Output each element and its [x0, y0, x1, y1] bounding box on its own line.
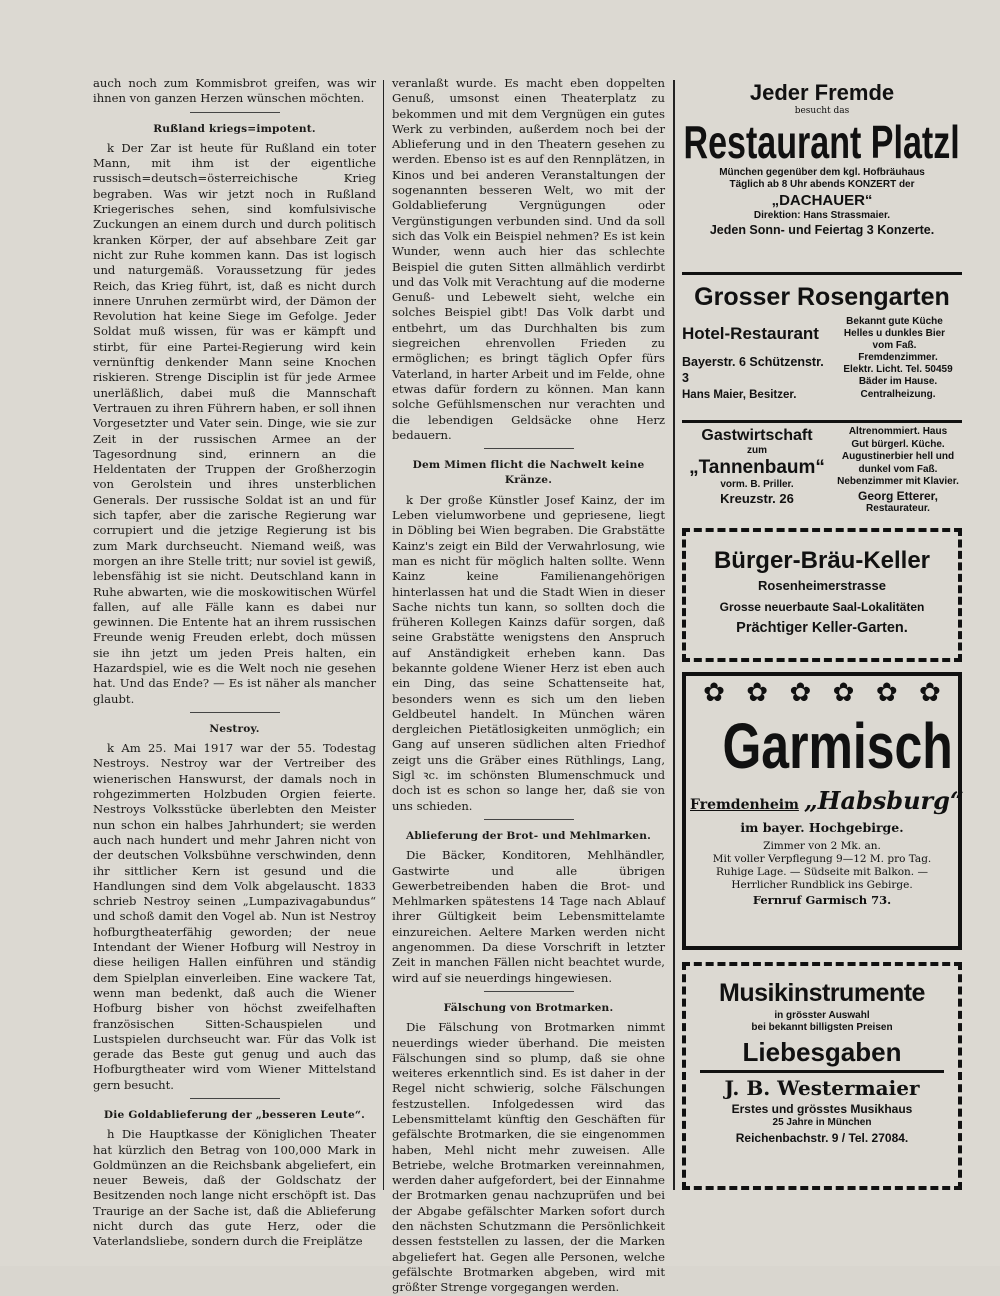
column-divider [383, 80, 384, 1190]
ad-text: Erstes und grösstes Musikhaus [731, 1102, 913, 1116]
ad-text: Bekannt gute Küche [846, 316, 943, 327]
ad-title: Bürger-Bräu-Keller [713, 547, 931, 574]
divider [484, 448, 574, 449]
ad-grosser-rosengarten [682, 282, 962, 420]
article-heading: Dem Mimen flicht die Nachwelt keine Kränze. [412, 459, 645, 487]
article-continuation: veranlaßt wurde. Es macht eben doppelten Genuß, umsonst einen Theaterplatz zu bekommen und mit dem Vergnügen ein gutes Werk zu verbinden, außerdem noch bei der Ablieferung und in den Theatern gesehen zu werden. Ebenso ist es auf den Rennplätzen, in Kinos und bei anderen Veranstaltungen der sogenannten besseren Welt, wo mit der Goldablieferung Vergnügungen oder Vergünstigungen verbunden sind. Und da soll sich das Volk ein Beispiel nehmen? Es ist kein Wunder, wenn auch hier das schlechte Beispiel die guten Sitten allmählich verdirbt und das Volk mit Verachtung auf die moderne Genuß- und Lebewelt sieht, welche ein solches Beispiel gibt! Das Volk darbt und entbehrt, um das Durchhalten bis zum siegreichen ehrenvollen Frieden zu ermöglichen; es bringt täglich Opfer fürs Vaterland, in harter Arbeit und im Felde, ohne etwas dafür fordern zu können. Man kann solche Gefühlsmenschen nur verachten und die lebendigen Geldsäcke ohne Herz bedauern. [392, 76, 665, 442]
ad-text: Rosenheimerstrasse [758, 578, 886, 593]
ad-address: Kreuzstr. 26 [720, 491, 794, 506]
article-body: h Die Hauptkasse der Königlichen Theater hat kürzlich den Betrag von 100,000 Mark in Goldmünzen an die Reichsbank abgeliefert, ein neuer Beweis, daß der Goldschatz der Besitzenden noch lange nicht erschöpft ist. Das Traurige an der Sache ist, daß die Ablieferung nicht durch das gute Herz, oder die Vaterlandsliebe, sondern durch die Freiplätze [93, 1127, 376, 1249]
text-column-left [93, 76, 376, 1250]
ad-text: 25 Jahre in München [772, 1117, 872, 1128]
article-continuation: auch noch zum Kommisbrot greifen, was wir ihnen von ganzen Herzen wünschen möchten. [93, 76, 376, 106]
article-heading: Die Goldablieferung der „besseren Leute“. [103, 1109, 366, 1121]
ad-text: Grosse neuerbaute Saal-Lokalitäten [719, 600, 925, 614]
column-divider [673, 80, 675, 1190]
text-column-middle [392, 76, 665, 1296]
edelweiss-icon: ✿ [703, 678, 725, 708]
divider [190, 112, 280, 113]
ad-text: vorm. B. Priller. [720, 479, 794, 490]
ad-text: zum [747, 445, 767, 456]
ad-text: Bäder im Hause. [858, 376, 938, 387]
ad-separator [682, 272, 962, 275]
edelweiss-icon: ✿ [832, 678, 855, 708]
ad-text: Täglich ab 8 Uhr abends KONZERT der [729, 179, 915, 190]
divider [190, 1098, 280, 1099]
ad-text: vom Faß. [872, 340, 917, 351]
ad-westermaier [682, 962, 962, 1190]
divider [190, 712, 280, 713]
ad-text: Georg Etterer, [857, 488, 939, 503]
ad-subtitle: Hotel-Restaurant [682, 324, 819, 343]
ad-firm: J. B. Westermaier [724, 1076, 920, 1100]
ad-text: Zimmer von 2 Mk. an. [763, 840, 881, 852]
article-heading: Rußland kriegs=impotent. [153, 122, 316, 135]
ornament-row [690, 678, 954, 708]
ad-text: Nebenzimmer mit Klavier. [837, 476, 959, 487]
ad-address: Bayerstr. 6 Schützenstr. 3 [682, 355, 824, 385]
ad-text: Restaurateur. [866, 502, 930, 514]
ad-text: im bayer. Hochgebirge. [740, 820, 904, 835]
edelweiss-icon: ✿ [789, 678, 812, 708]
ad-title: Restaurant Platzl [683, 116, 961, 168]
article-body: Die Bäcker, Konditoren, Mehlhändler, Gastwirte und alle übrigen Gewerbetreibenden haben die Brot- und Mehlmarken spätestens 14 Tage nach Ablauf ihrer Gültigkeit beim Lebensmittelamte einzureichen. Aeltere Marken werden nicht angenommen. Da diese Vorschrift in letzter Zeit in manchen Fällen nicht beachtet wurde, wird auf sie neuerdings hingewiesen. [392, 848, 665, 985]
ad-text: Fernruf Garmisch 73. [752, 893, 892, 907]
ad-text: Fremdenheim [690, 797, 799, 813]
ad-band-name: „DACHAUER“ [771, 192, 873, 209]
ad-text: Elektr. Licht. Tel. 50459 [843, 364, 953, 375]
ad-text: Direktion: Hans Strassmaier. [753, 210, 891, 221]
ad-subtitle: „Habsburg“ [803, 786, 964, 815]
ad-garmisch [682, 672, 962, 950]
ad-text: Herrlicher Rundblick ins Gebirge. [731, 879, 913, 891]
ad-title: Grosser Rosengarten [694, 283, 950, 311]
ad-text: besucht das [794, 106, 850, 116]
ad-text: Ruhige Lage. — Südseite mit Balkon. — [716, 866, 928, 878]
ad-title: Garmisch [722, 710, 953, 782]
article-body: k Der große Künstler Josef Kainz, der im Leben vielumworbene und gepriesene, liegt in Döbling bei Wien begraben. Die Grabstätte Kainz's zeigt ein Bild der Verwahrlosung, wie man es nicht für möglich halten sollte. Wenn Kainz keine Familienangehörigen hinterlassen hat und die Stadt Wien in dieser Sache nichts tun kann, so sollten doch die früheren Kollegen Kainzs dafür sorgen, daß seine Grabstätte wenigstens den Anspruch auf Anständigkeit erheben kann. Das bekannte goldene Wiener Herz ist eben auch ein Ding, das seine Schattenseite hat, besonders wenn es sich um den lieben Geldbeutel handelt. In München wären dergleichen Pietätlosigkeiten unmöglich; ein Gang auf unseren südlichen alten Friedhof zeigt uns die Gräber eines Rüthlings, Lang, Sigl ꝛc. im schönsten Blumenschmuck und doch ist es schon so lange her, daß sie von uns schieden. [392, 492, 665, 813]
edelweiss-icon: ✿ [746, 678, 769, 708]
ad-text: Augustinerbier hell und [841, 451, 955, 462]
ad-text: Helles u dunkles Bier [843, 328, 946, 339]
ad-buerger-braeu-keller [682, 528, 962, 662]
article-body: k Am 25. Mai 1917 war der 55. Todestag Nestroys. Nestroy war der Vertreiber des wienerischen Hanswurst, der damals noch in rohgezimmerten Holzbuden Orgien feierte. Nestroys Volksstücke überlebten den Meister nun schon ein halbes Jahrhundert; sie werden auch nach hundert und mehr Jahren nicht von der deutschen Volksbühne verschwinden, denn ihr sittlicher Kern ist gesund und die Handlungen sind dem Volk abgelauscht. 1833 schrieb Nestroy seinen „Lumpazivagabundus“ und schoß damit den Vogel ab. Nun ist Nestroy hofburgtheaterfähig geworden; der neue Intendant der Wiener Hofburg will Nestroy in diese heiligen Hallen einführen und ständig dem Spielplan einverleiben. Eine wackere Tat, wenn man bedenkt, daß auch die Wiener Hofburg bisher von höchst zweifelhaften französischen Sitten-Schauspielen und Lustspielen durchseucht war. Für das Volk ist gerade das Beste gut genug und auch das Hofburgtheater wird vom Wiener Mittelstand gern besucht. [93, 741, 376, 1092]
ad-text: Altrenommiert. Haus [848, 426, 948, 437]
ad-owner: Hans Maier, Besitzer. [682, 389, 797, 401]
ad-text: Mit voller Verpflegung 9—12 M. pro Tag. [712, 853, 932, 865]
ad-title: Musikinstrumente [719, 979, 925, 1007]
ad-subtitle: Liebesgaben [742, 1037, 902, 1067]
article-heading: Fälschung von Brotmarken. [443, 1001, 614, 1014]
article-body: k Der Zar ist heute für Rußland ein toter Mann, mit ihm ist der eigentliche russisch=deutsch=österreichische Krieg begraben. Was wir jetzt noch in Rußland Kriegerisches sehen, sind komfulsivische Zuckungen an einem durch und durch politisch kranken Körper, der auf absehbare Zeit gar nicht zur Ruhe kommen kann. Das ist logisch und naturgemäß. Voraussetzung für jedes Reich, das Krieg führt, ist, daß es nicht durch innere Unruhen zermürbt wird, der Dämon der Revolution hat keine Siege im Gefolge. Jeder Soldat muß wissen, für was er kämpft und stirbt, für eine Partei-Regierung wird kein vernünftig denkender Mann seine Knochen riskieren. Strenge Disciplin ist für jede Armee unerläßlich, dabei muß die Mannschaft Vertrauen zu ihren Führern haben, er soll ihnen Vorgesetzter und Vater sein. Dinge, wie sie zur Zeit in der russischen Armee an der Tagesordnung sind, erinnern an die Heldentaten der Truppen der Großherzogin von Gerolstein und ihres unsterblichen Generals. Der russische Soldat ist an und für sich tapfer, aber die zarische Regierung war corrupiert und die jetzige Regierung ist bis zum Mark durchseucht. Niemand weiß, was morgen an ihre Stelle tritt; nur soviel ist gewiß, lebensfähig ist sie nicht. Deutschland kann in Ruhe abwarten, wie die moskowitischen Würfel fallen, auf alle Fälle kann es dabei nur gewinnen. Die Entente hat an ihrem russischen Freunde wenig Freuden erlebt, doch müssen sie ihn jetzt um jeden Preis halten, ein Hazardspiel, wie es die Welt noch nie gesehen hat. Und das Ende? — Es ist näher als mancher glaubt. [93, 140, 376, 706]
ad-gastwirtschaft-tannenbaum [682, 426, 962, 518]
ad-text: dunkel vom Faß. [858, 463, 938, 475]
ad-tagline: Jeder Fremde [749, 80, 895, 105]
ad-separator [682, 420, 962, 423]
ad-text: in grösster Auswahl [774, 1010, 870, 1021]
ad-text: Gut bürgerl. Küche. [851, 438, 945, 450]
ad-text: Gastwirtschaft [701, 427, 813, 444]
ad-address: Reichenbachstr. 9 / Tel. 27084. [735, 1131, 909, 1145]
divider [484, 991, 574, 992]
ad-separator [700, 1070, 945, 1073]
edelweiss-icon: ✿ [919, 678, 941, 708]
ad-title: „Tannenbaum“ [689, 457, 825, 478]
article-body: Die Fälschung von Brotmarken nimmt neuerdings wieder überhand. Die meisten Fälschungen sind so plump, daß sie ohne weiteres erkenntlich sind. Es ist daher in der Regel nicht schwierig, solche Fälschungen festzustellen. Infolgedessen wird das Lebensmittelamt künftig den Geschäften für gefälschte Brotmarken, die sie eingenommen haben, Mehl nicht mehr zuweisen. Alle Betriebe, welche Brotmarken vereinnahmen, werden daher aufgefordert, bei der Einnahme der Brotmarken genau nachzuprüfen und bei der Abgabe gefälschter Marken sofort durch den nächsten Schutzmann die Persönlichkeit dessen feststellen zu lassen, der die Marken abgeliefert hat. Gegen alle Personen, welche gefälschte Brotmarken abgeben, wird mit größter Strenge vorgegangen werden. [392, 1020, 665, 1295]
ad-text: Prächtiger Keller-Garten. [736, 620, 908, 636]
ad-text: München gegenüber dem kgl. Hofbräuhaus [719, 167, 925, 178]
ad-text: Jeden Sonn- und Feiertag 3 Konzerte. [709, 223, 935, 237]
ad-restaurant-platzl [682, 80, 962, 270]
article-heading: Nestroy. [209, 722, 260, 735]
ad-text: Centralheizung. [860, 389, 936, 400]
ad-text: Fremdenzimmer. [858, 352, 938, 363]
divider [484, 819, 574, 820]
article-heading: Ablieferung der Brot- und Mehlmarken. [405, 829, 651, 842]
edelweiss-icon: ✿ [875, 678, 898, 708]
ad-text: bei bekannt billigsten Preisen [751, 1022, 893, 1033]
